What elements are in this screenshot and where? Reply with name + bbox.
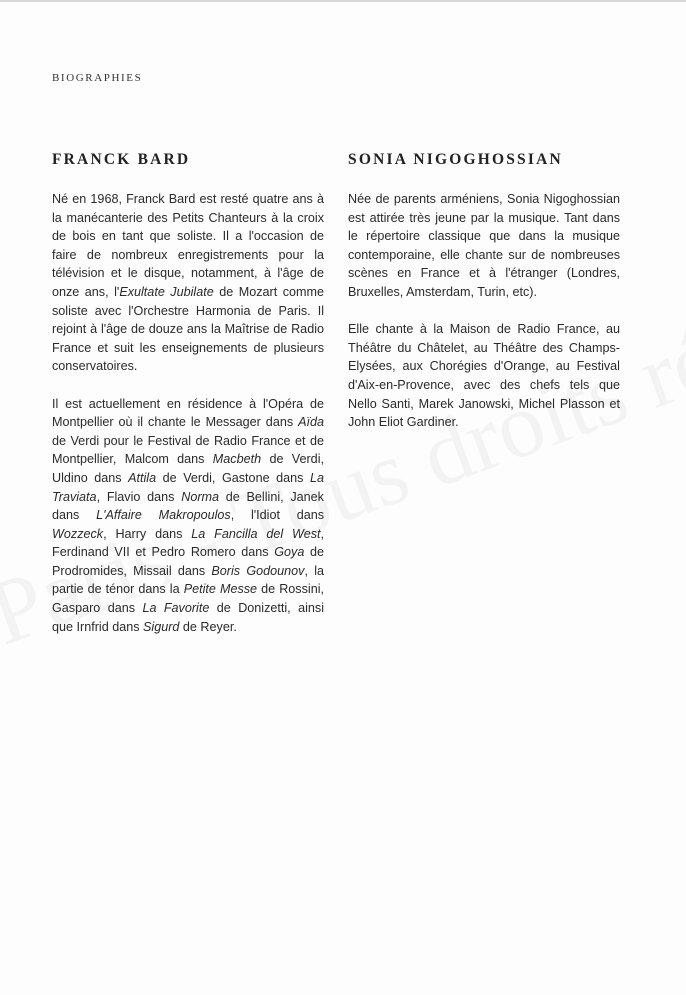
text-run: , Flavio dans xyxy=(96,489,182,504)
work-title: Boris Godounov xyxy=(211,563,305,578)
work-title: Goya xyxy=(274,545,305,560)
bio-paragraph xyxy=(52,395,324,637)
text-run: , Ferdinand VII et Pedro Romero dans xyxy=(52,526,325,560)
work-title: L'Affaire Makropoulos xyxy=(96,508,231,523)
bio-paragraph xyxy=(348,320,620,432)
bio-title: FRANCK BARD xyxy=(52,151,191,168)
text-run: , la partie de ténor dans la xyxy=(52,563,324,597)
bio-column-franck-bard xyxy=(52,150,324,655)
top-edge xyxy=(0,0,686,2)
text-run: de Reyer. xyxy=(179,619,237,634)
work-title: Wozzeck xyxy=(52,526,104,541)
work-title: La Fancilla del West xyxy=(191,526,321,541)
text-run: , Harry dans xyxy=(103,526,192,541)
work-title: Exultate Jubilate xyxy=(119,284,214,299)
text-run: de Verdi, Uldino dans xyxy=(52,452,324,485)
text-run: de Verdi pour le Festival de Radio France et de Montpellier, Malcom dans xyxy=(52,433,324,467)
work-title: La Favorite xyxy=(142,601,210,616)
text-run: de Donizetti, ainsi que Irnfrid dans xyxy=(52,601,324,634)
text-run: Née de parents arméniens, Sonia Nigoghossian est attirée très jeune par la musique. Tant dans le répertoire classique que dans la musique contemporaine, elle chante sur de nombreuses scènes en France et à l'étranger (Londres, Bruxelles, Amsterdam, Turin, etc). xyxy=(348,192,620,299)
text-run: , l'Idiot dans xyxy=(230,508,325,523)
text-run: Né en 1968, Franck Bard est resté quatre ans à la manécanterie des Petits Chanteurs à la croix de bois en tant que soliste. Il a l'occasion de faire de nombreux enregistrements pour la télévision et le disque, notamment, à l'âge de onze ans, l' xyxy=(52,192,324,299)
work-title: Attila xyxy=(128,470,157,485)
work-title: Macbeth xyxy=(212,452,262,467)
text-run: de Rossini, Gasparo dans xyxy=(52,582,325,616)
bio-column-sonia-nigoghossian xyxy=(348,150,620,450)
work-title: Petite Messe xyxy=(183,582,258,597)
bio-body xyxy=(52,190,324,636)
text-run: de Verdi, Gastone dans xyxy=(156,470,310,485)
section-label: BIOGRAPHIES xyxy=(52,72,143,84)
bio-title: SONIA NIGOGHOSSIAN xyxy=(348,151,563,168)
work-title: Norma xyxy=(181,489,220,504)
text-run: de Prodromides, Missail dans xyxy=(52,545,325,578)
bio-paragraph xyxy=(348,190,620,302)
work-title: Sigurd xyxy=(143,619,180,634)
bio-body xyxy=(348,190,620,432)
work-title: Aïda xyxy=(298,415,324,430)
text-run: Elle chante à la Maison de Radio France, au Théâtre du Châtelet, au Théâtre des Champs-Elysées, aux Chorégies d'Orange, au Festival d'Aix-en-Provence, avec des chefs tels que Nello Santi, Marek Janowski, Michel Plasson et John Eliot Gardiner. xyxy=(348,322,620,430)
text-run: de Mozart comme soliste avec l'Orchestre Harmonia de Paris. Il rejoint à l'âge de douze ans la Maîtrise de Radio France et suit les enseignements de plusieurs conservatoires. xyxy=(52,284,324,374)
bio-paragraph xyxy=(52,190,324,376)
text-run: de Bellini, Janek dans xyxy=(52,489,324,523)
work-title: La Traviata xyxy=(52,470,324,504)
text-run: Il est actuellement en résidence à l'Opéra de Montpellier où il chante le Messager dans xyxy=(52,396,324,430)
